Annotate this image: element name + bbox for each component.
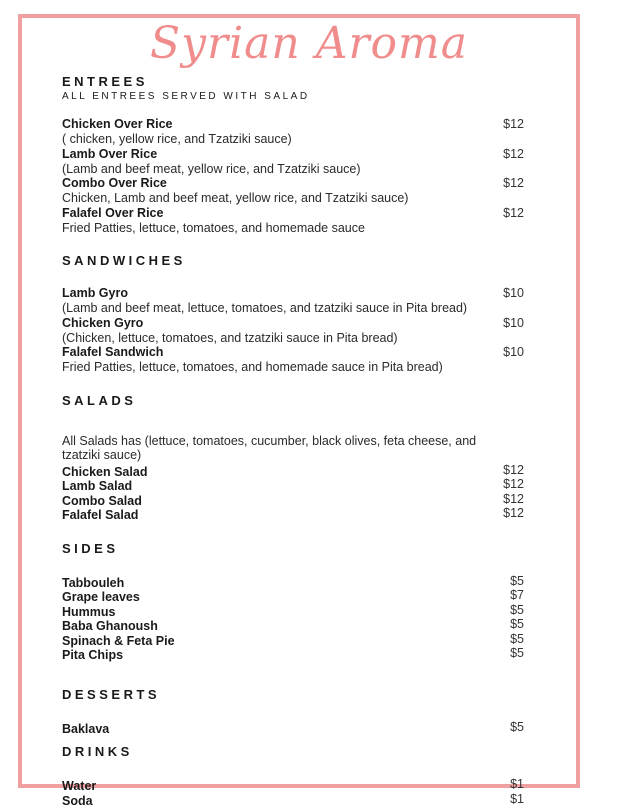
item-description: (Lamb and beef meat, lettuce, tomatoes, and tzatziki sauce in Pita bread)	[62, 301, 468, 315]
item-price: $1	[510, 777, 524, 791]
item-price: $12	[503, 506, 524, 520]
section-title: SIDES	[62, 540, 119, 556]
item-name: Chicken Over Rice	[62, 117, 173, 131]
section-title: ENTREES	[62, 74, 148, 89]
item-price: $5	[510, 573, 524, 588]
menu-item	[62, 176, 524, 206]
menu-item	[62, 617, 524, 632]
item-name: Baklava	[62, 721, 110, 736]
menu-item	[62, 463, 524, 478]
item-price: $5	[510, 602, 524, 617]
item-name: Grape leaves	[62, 590, 140, 604]
menu-item	[62, 316, 524, 346]
section-title: DRINKS	[62, 744, 133, 759]
item-price: $5	[510, 646, 524, 660]
item-price: $12	[503, 477, 524, 491]
item-price: $12	[503, 462, 524, 477]
menu-item	[62, 206, 524, 236]
item-name: Lamb Gyro	[62, 286, 128, 300]
item-description: Fried Patties, lettuce, tomatoes, and homemade sauce	[62, 220, 365, 235]
salad-intro: All Salads has (lettuce, tomatoes, cucumber, black olives, feta cheese, and tzatziki sauce)	[62, 433, 477, 462]
menu-item	[62, 632, 524, 647]
item-price: $5	[510, 719, 524, 734]
item-price: $12	[503, 146, 524, 161]
item-price: $10	[503, 315, 524, 330]
item-name: Lamb Salad	[62, 479, 133, 493]
menu-item	[62, 286, 524, 316]
section-note: ALL ENTREES SERVED WITH SALAD	[62, 91, 310, 102]
item-price: $12	[503, 176, 524, 190]
item-description: (Lamb and beef meat, yellow rice, and Tzatziki sauce)	[62, 161, 361, 176]
menu-item	[62, 574, 524, 589]
item-name: Combo Over Rice	[62, 176, 167, 190]
item-name: Combo Salad	[62, 493, 142, 508]
menu-item	[62, 477, 524, 492]
menu-item	[62, 720, 524, 735]
menu-item	[62, 646, 524, 661]
menu-item	[62, 792, 524, 807]
menu-item	[62, 117, 524, 147]
item-name: Pita Chips	[62, 648, 124, 662]
item-price: $12	[503, 491, 524, 506]
item-price: $10	[503, 345, 524, 359]
menu-item	[62, 777, 524, 792]
item-price: $5	[510, 617, 524, 631]
section-title: SANDWICHES	[62, 253, 186, 268]
menu-item	[62, 603, 524, 618]
item-description: ( chicken, yellow rice, and Tzatziki sauce)	[62, 132, 292, 146]
item-name: Falafel Salad	[62, 508, 139, 522]
menu-item	[62, 345, 524, 375]
item-name: Tabbouleh	[62, 575, 125, 590]
restaurant-title: Syrian Aroma	[150, 18, 468, 69]
item-name: Lamb Over Rice	[62, 146, 158, 161]
menu-item	[62, 588, 524, 603]
item-price: $12	[503, 205, 524, 220]
menu-item	[62, 147, 524, 177]
item-name: Baba Ghanoush	[62, 619, 158, 633]
menu-item	[62, 506, 524, 521]
item-name: Falafel Sandwich	[62, 345, 164, 359]
section-title: SALADS	[62, 392, 137, 408]
menu-item	[62, 492, 524, 507]
item-price: $10	[503, 286, 524, 300]
menu-content	[62, 74, 524, 806]
item-name: Falafel Over Rice	[62, 205, 164, 220]
item-description: Chicken, Lamb and beef meat, yellow rice, and Tzatziki sauce)	[62, 191, 409, 205]
section-entrees	[62, 74, 524, 103]
item-name: Chicken Salad	[62, 464, 148, 479]
item-name: Water	[62, 779, 97, 793]
item-price: $5	[510, 631, 524, 646]
item-price: $7	[510, 588, 524, 602]
section-title: DESSERTS	[62, 686, 161, 702]
item-description: Fried Patties, lettuce, tomatoes, and homemade sauce in Pita bread)	[62, 360, 443, 374]
item-name: Spinach & Feta Pie	[62, 633, 175, 648]
item-price: $1	[510, 791, 524, 806]
item-name: Chicken Gyro	[62, 315, 144, 330]
item-price: $12	[503, 117, 524, 131]
item-name: Hummus	[62, 604, 116, 619]
item-name: Soda	[62, 793, 93, 808]
item-description: (Chicken, lettuce, tomatoes, and tzatziki sauce in Pita bread)	[62, 330, 398, 345]
